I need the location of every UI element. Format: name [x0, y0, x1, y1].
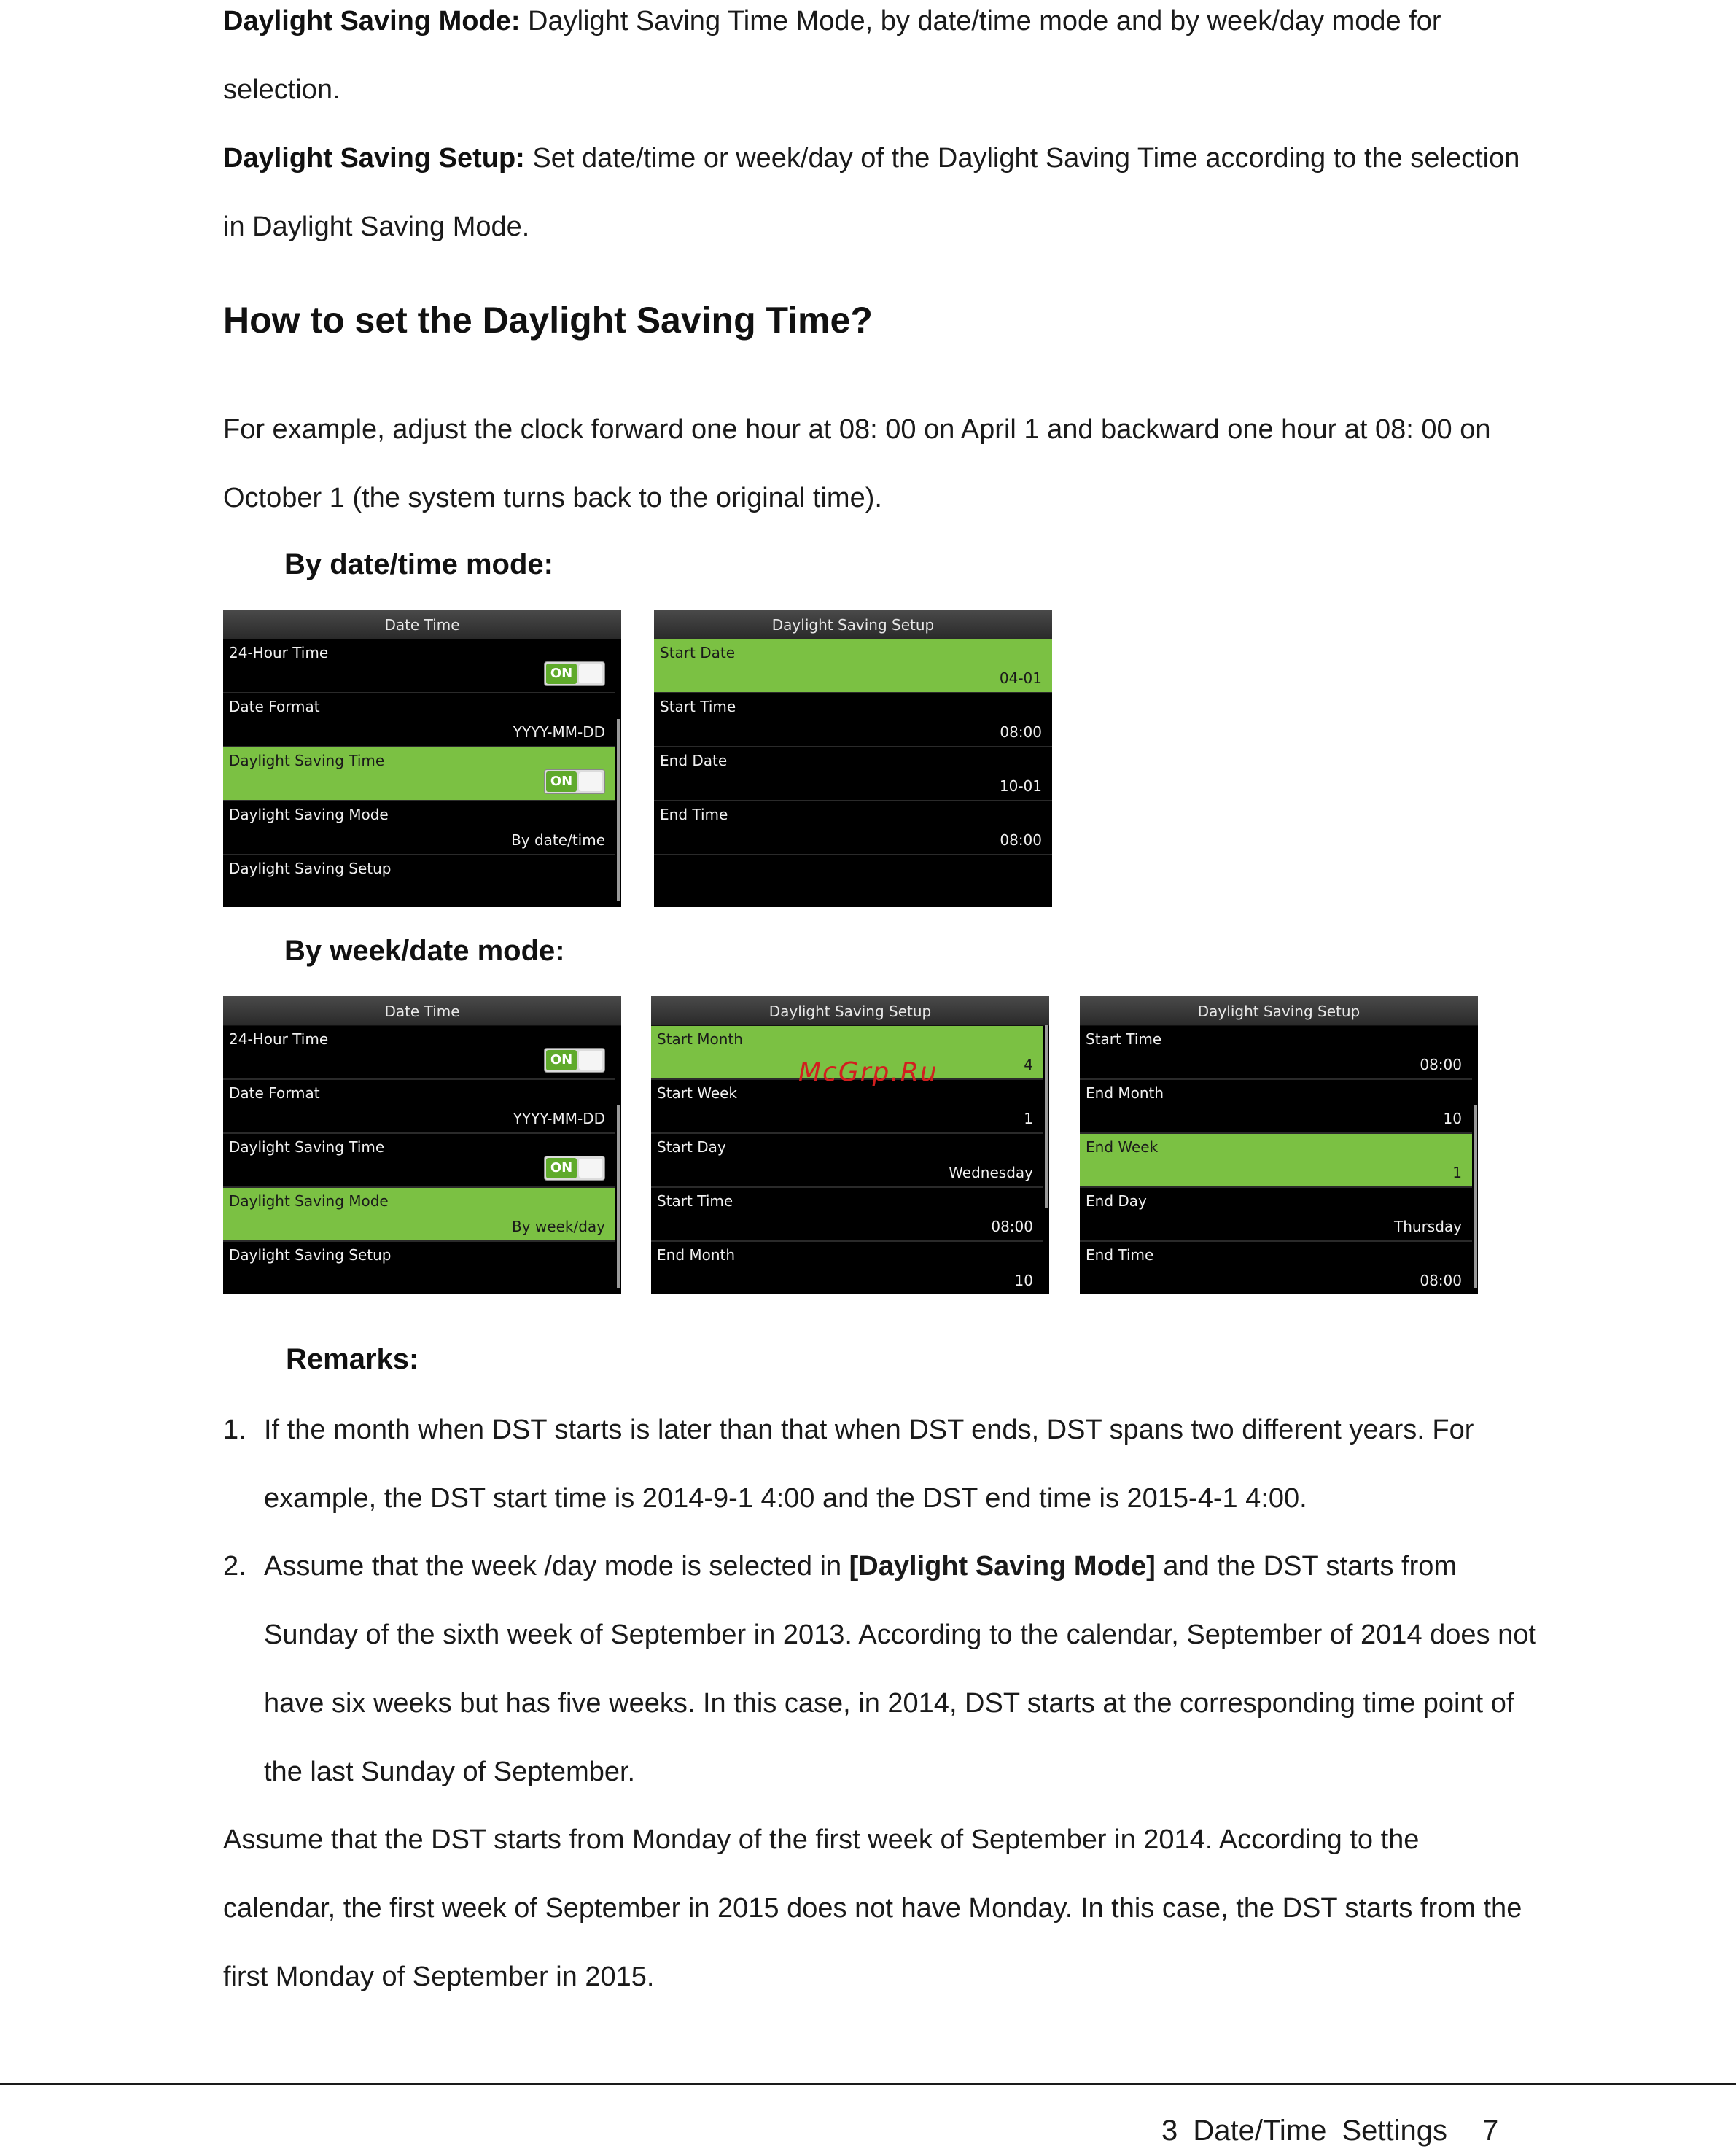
scrollbar[interactable] [617, 1105, 620, 1288]
toggle-switch[interactable] [544, 1156, 605, 1181]
row-date-format[interactable] [223, 1080, 615, 1134]
row-end-week[interactable] [1080, 1134, 1472, 1188]
row-value: YYYY-MM-DD [513, 1110, 605, 1127]
toggle-switch[interactable] [544, 769, 605, 794]
row-label: Date Format [229, 1084, 320, 1102]
row-start-week[interactable] [651, 1080, 1043, 1134]
row-daylight-saving-time[interactable] [223, 747, 615, 801]
section-heading: How to set the Daylight Saving Time? [223, 300, 873, 341]
remark-2-text [264, 1532, 1540, 1806]
screen-title: Daylight Saving Setup [1080, 996, 1478, 1026]
row-label: Start Month [657, 1030, 743, 1048]
row-end-day[interactable] [1080, 1188, 1472, 1242]
remark-1-text: If the month when DST starts is later than that when DST ends, DST spans two different years. For example, the DST start time is 2014-9-1 4:00 and the DST end time is 2015-4-1 4:00. [264, 1415, 1474, 1514]
toggle-knob [579, 664, 602, 683]
daylight-saving-setup-screen-2 [651, 996, 1049, 1294]
row-label: Start Date [660, 644, 736, 661]
toggle-switch[interactable] [544, 661, 605, 686]
toggle-knob [579, 1051, 602, 1070]
scrollbar[interactable] [1045, 1025, 1048, 1208]
toggle-switch[interactable] [544, 1048, 605, 1073]
toggle-on-label: ON [546, 1158, 577, 1178]
row-end-month[interactable] [1080, 1080, 1472, 1134]
row-start-day[interactable] [651, 1134, 1043, 1188]
row-value: 08:00 [1000, 831, 1042, 849]
row-label: 24-Hour Time [229, 644, 329, 661]
toggle-knob [579, 1159, 602, 1178]
row-daylight-saving-mode[interactable] [223, 801, 615, 855]
row-daylight-saving-setup[interactable] [223, 855, 615, 907]
row-start-date[interactable] [654, 639, 1052, 693]
toggle-on-label: ON [546, 664, 577, 684]
row-label: Start Time [1086, 1030, 1162, 1048]
row-value: 04-01 [999, 669, 1042, 687]
row-24-hour-time[interactable] [223, 639, 615, 693]
row-label: Date Format [229, 698, 320, 715]
date-time-screen-2 [223, 996, 621, 1294]
row-label: End Day [1086, 1192, 1147, 1210]
row-label: Daylight Saving Setup [229, 1246, 392, 1264]
row-end-time[interactable] [654, 801, 1052, 855]
daylight-saving-setup-term: Daylight Saving Setup: [223, 143, 525, 174]
row-value: Wednesday [949, 1164, 1033, 1181]
row-end-date[interactable] [654, 747, 1052, 801]
row-value: 08:00 [1420, 1272, 1462, 1289]
row-label: End Month [1086, 1084, 1164, 1102]
date-time-mode-subhead: By date/time mode: [284, 548, 553, 580]
row-value: 10-01 [999, 777, 1042, 795]
row-value: 4 [1024, 1056, 1033, 1073]
row-value: 08:00 [991, 1218, 1033, 1235]
row-label: Daylight Saving Mode [229, 806, 389, 823]
week-date-mode-subhead: By week/date mode: [284, 935, 565, 967]
row-daylight-saving-mode[interactable] [223, 1188, 615, 1242]
row-end-time[interactable] [1080, 1242, 1472, 1294]
toggle-on-label: ON [546, 771, 577, 792]
remark-2-bold: [Daylight Saving Mode] [849, 1551, 1156, 1582]
row-value: By week/day [512, 1218, 605, 1235]
daylight-saving-setup-screen-1 [654, 610, 1052, 907]
toggle-on-label: ON [546, 1050, 577, 1070]
remarks-title: Remarks: [286, 1343, 419, 1375]
row-label: Start Week [657, 1084, 738, 1102]
watermark: McGrp.Ru [798, 1057, 938, 1087]
screen-title: Daylight Saving Setup [654, 610, 1052, 639]
remark-2-number: 2. [223, 1551, 246, 1582]
daylight-saving-mode-desc: Daylight Saving Time Mode, by date/time mode and by week/day mode for selection. [223, 6, 1441, 105]
scrollbar[interactable] [1474, 1105, 1477, 1288]
footer-rule [0, 2083, 1736, 2085]
row-label: Daylight Saving Time [229, 1138, 385, 1156]
row-label: End Month [657, 1246, 736, 1264]
row-label: Start Time [660, 698, 736, 715]
daylight-saving-setup-screen-3 [1080, 996, 1478, 1294]
daylight-saving-setup-paragraph [223, 124, 1535, 261]
date-time-screen-1 [223, 610, 621, 907]
daylight-saving-mode-paragraph [223, 0, 1535, 124]
row-label: Daylight Saving Time [229, 752, 385, 769]
row-daylight-saving-setup[interactable] [223, 1242, 615, 1294]
row-label: Daylight Saving Mode [229, 1192, 389, 1210]
row-start-time[interactable] [651, 1188, 1043, 1242]
row-value: Thursday [1394, 1218, 1462, 1235]
example-paragraph: For example, adjust the clock forward one hour at 08: 00 on April 1 and backward one hour at 08: 00 on October 1 (the system turns back to the original time). [223, 414, 1491, 513]
row-value: 08:00 [1000, 723, 1042, 741]
closing-paragraph: Assume that the DST starts from Monday of the first week of September in 2014. According to the calendar, the first week of September in 2015 does not have Monday. In this case, the DST starts from the first Monday of September in 2015. [223, 1824, 1522, 1992]
daylight-saving-setup-desc: Set date/time or week/day of the Daylight Saving Time according to the selection in Daylight Saving Mode. [223, 143, 1520, 242]
remark-1-number: 1. [223, 1415, 246, 1445]
screen-title: Date Time [223, 996, 621, 1026]
page-number: 7 [1482, 2115, 1499, 2147]
row-date-format[interactable] [223, 693, 615, 747]
row-label: Start Time [657, 1192, 733, 1210]
daylight-saving-mode-term: Daylight Saving Mode: [223, 6, 521, 36]
row-value: By date/time [511, 831, 605, 849]
scrollbar[interactable] [617, 719, 620, 901]
row-value: 1 [1452, 1164, 1462, 1181]
row-end-month[interactable] [651, 1242, 1043, 1294]
row-value: YYYY-MM-DD [513, 723, 605, 741]
row-value: 08:00 [1420, 1056, 1462, 1073]
screen-title: Daylight Saving Setup [651, 996, 1049, 1026]
row-label: End Week [1086, 1138, 1159, 1156]
row-value: 1 [1024, 1110, 1033, 1127]
row-label: End Date [660, 752, 728, 769]
row-daylight-saving-time[interactable] [223, 1134, 615, 1188]
row-start-time[interactable] [1080, 1026, 1472, 1080]
row-value: 10 [1443, 1110, 1462, 1127]
footer-section-label: 3 Date/Time Settings [1161, 2115, 1448, 2147]
row-start-time[interactable] [654, 693, 1052, 747]
row-label: End Time [1086, 1246, 1154, 1264]
row-value: 10 [1014, 1272, 1033, 1289]
remark-2-post: and the DST starts from Sunday of the sixth week of September in 2013. According to the calendar, September of 2014 does not have six weeks but has five weeks. In this case, in 2014, DST starts at the corresponding time point of the last Sunday of September. [264, 1551, 1536, 1787]
row-label: 24-Hour Time [229, 1030, 329, 1048]
row-24-hour-time[interactable] [223, 1026, 615, 1080]
row-label: End Time [660, 806, 728, 823]
toggle-knob [579, 772, 602, 791]
remark-2-pre: Assume that the week /day mode is selected in [264, 1551, 849, 1582]
screen-title: Date Time [223, 610, 621, 639]
row-label: Start Day [657, 1138, 726, 1156]
row-label: Daylight Saving Setup [229, 860, 392, 877]
